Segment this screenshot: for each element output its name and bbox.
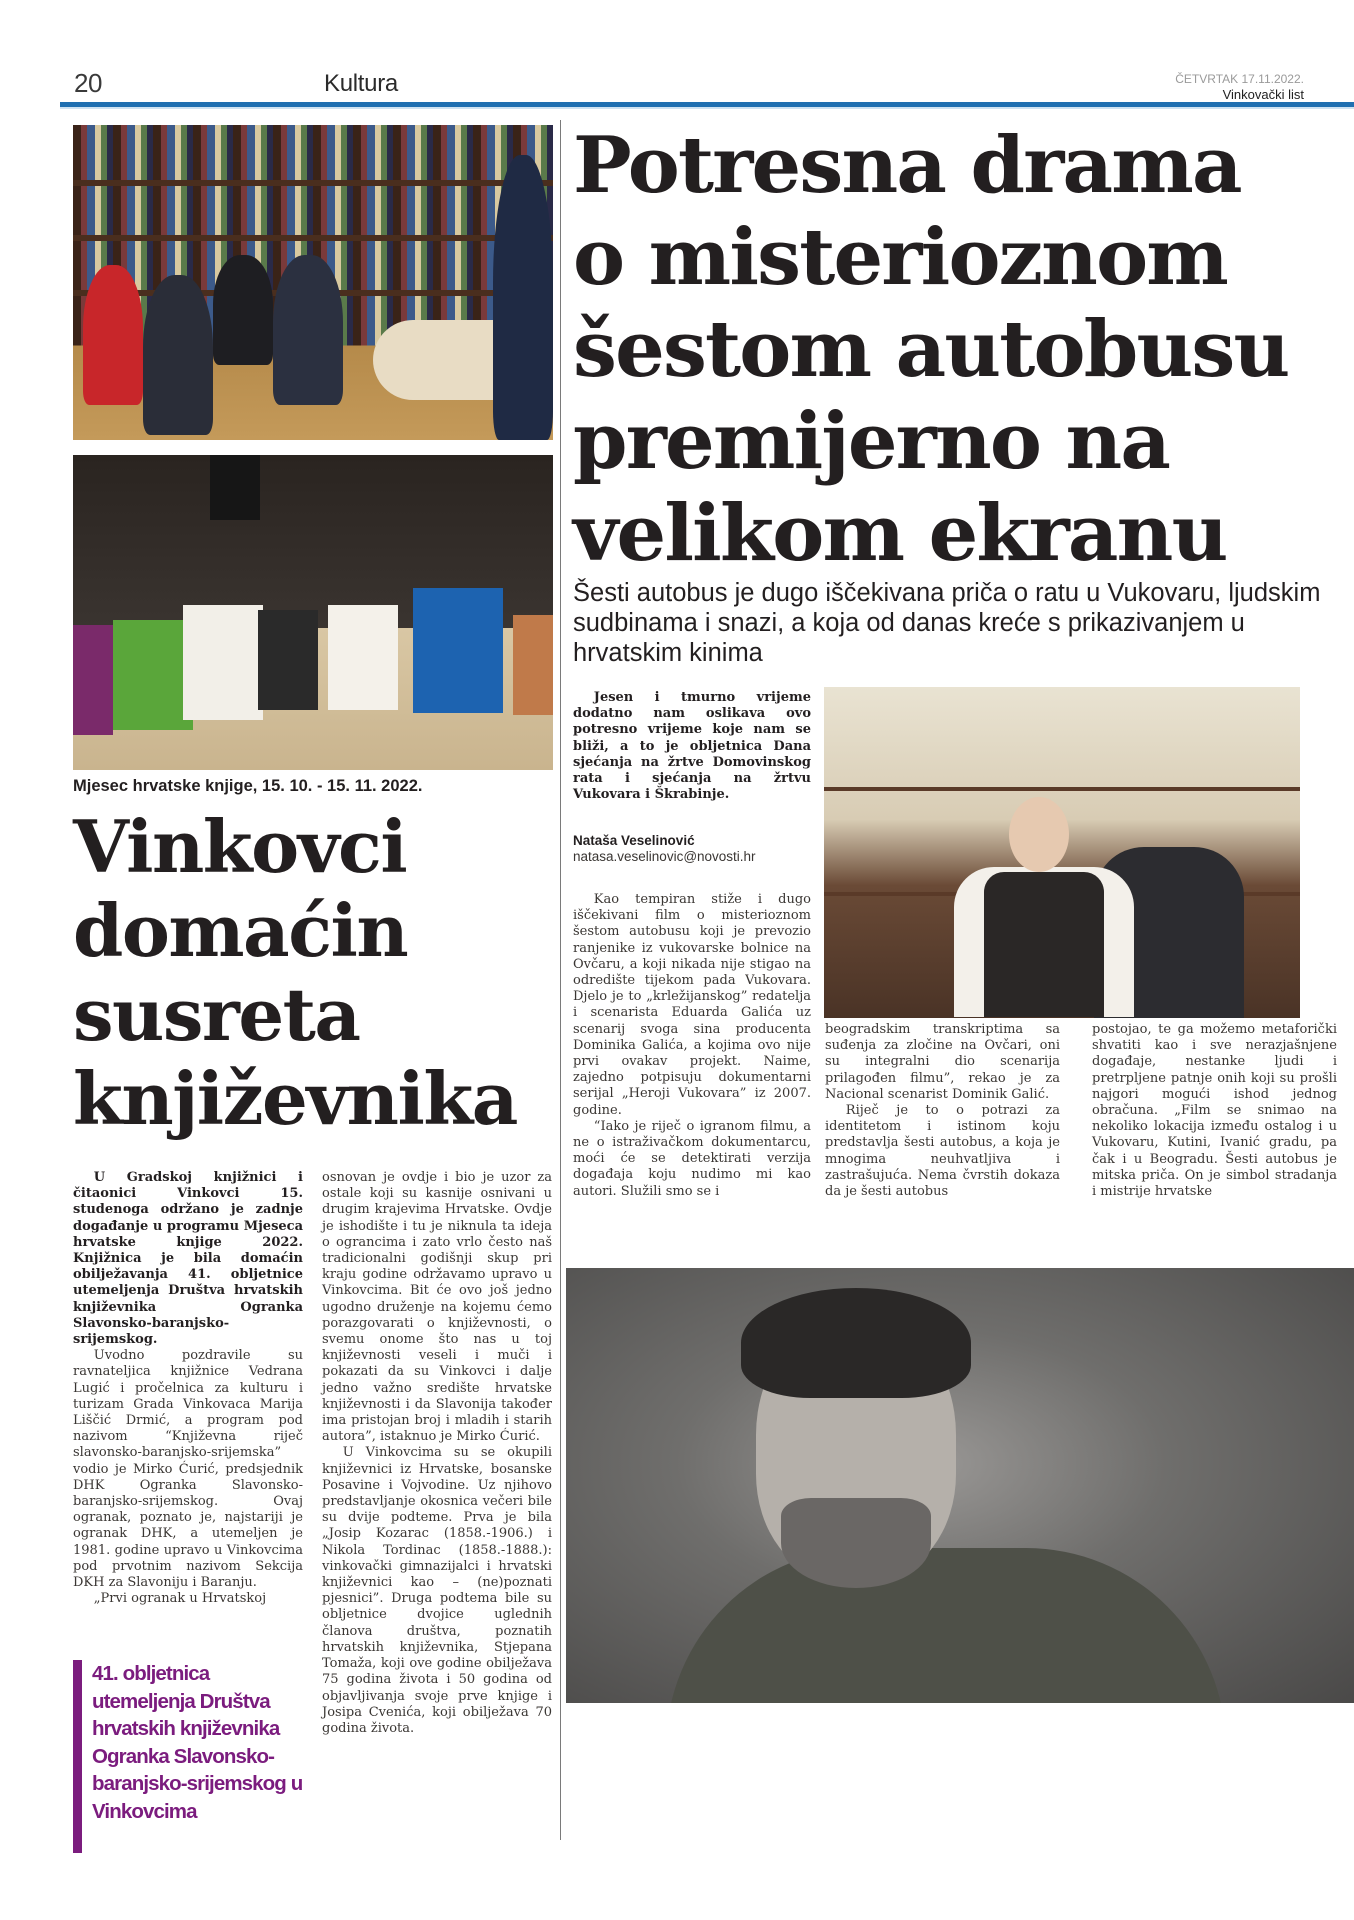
library-event-photo xyxy=(73,125,553,440)
body-paragraph: Uvodno pozdravile su ravnateljica knjižnice Vedrana Lugić i pročelnica za kulturu i turizam Grada Vinkovaca Marija Liščić Drmić, a program pod nazivom “Književna riječ slavonsko-baranjsko-srijemska” vodio je Mirko Ćurić, predsjednik DHK Ogranka Slavonsko-baranjsko-srijemskog. Ovaj ogranak, poznato je, najstariji je ogranak DHK, a utemeljen je 1981. godine upravo u Vinkovcima pod prvotnim nazivom Sekcija DKH za Slavoniju i Baranju. xyxy=(73,1348,303,1591)
beard xyxy=(781,1498,931,1588)
body-paragraph: U Vinkovcima su se okupili književnici iz Hrvatske, bosanske Posavine i Vojvodine. Uz njihovo predstavljanje okosnica večeri bile su dvije podteme. Prva je bila „Josip Kozarac (1858.-1906.) i Nikola Tordinac (1858.-1888.): vinkovački gimnazijalci i hrvatski književnici kao – (ne)poznati pjesnici”. Druga podtema bile su obljetnice dvojice uglednih članova društva, poznatih hrvatskih književnika, Stjepana Tomaža, koji ove godine obilježava 75 godina života i 50 godina od objavljivanja svoje prve knjige i Josipa Cvenića, koji obilježava 70 godina života. xyxy=(322,1445,552,1736)
body-paragraph: Riječ je to o potrazi za identitetom i istinom koju predstavlja šesti autobus, a koja je mnogima neuhvatljiva i zastrašujuća. Nema čvrstih dokaza da je šesti autobus xyxy=(825,1103,1060,1200)
sign-board xyxy=(210,455,260,520)
pullquote-bar xyxy=(73,1660,82,1853)
book xyxy=(183,605,263,720)
left-headline xyxy=(73,805,553,1141)
face xyxy=(1009,797,1069,872)
headline-line: Potresna drama xyxy=(573,120,1241,211)
pullquote: 41. obljetnica utemeljenja Društva hrvatskih književnika Ogranka Slavonsko-baranjsko-srijemskog u Vinkovcima xyxy=(92,1662,303,1823)
right-article-lead xyxy=(573,690,811,803)
column-divider xyxy=(560,120,561,1840)
headline-line: šestom autobusu xyxy=(573,304,1289,395)
book xyxy=(73,625,113,735)
headline-line: o misterioznom xyxy=(573,212,1228,303)
left-article-column-1 xyxy=(73,1170,303,1607)
hair xyxy=(741,1288,971,1398)
right-article-column-3 xyxy=(1092,1022,1337,1200)
body-paragraph: “Iako je riječ o igranom filmu, a ne o istraživačkom dokumentarcu, moći će se detektirati verzija događaja koju nudimo mi kao autori. Služili smo se i xyxy=(573,1118,811,1199)
speaker xyxy=(493,155,553,440)
shelf xyxy=(824,787,1300,791)
headline-line: velikom ekranu xyxy=(573,488,1227,579)
subheadline: Šesti autobus je dugo iščekivana priča o ratu u Vukovaru, ljudskim sudbinama i snazi, a koja od danas kreće s prikazivanjem u hrvatskim kinima xyxy=(573,579,1321,667)
person-seated xyxy=(213,255,273,365)
person-dress xyxy=(143,275,213,435)
author-name: Nataša Veselinović xyxy=(573,833,695,848)
publication-name: Vinkovački list xyxy=(1222,87,1304,102)
book xyxy=(513,615,553,715)
lead-paragraph: U Gradskoj knjižnici i čitaonici Vinkovci 15. studenoga održano je zadnje događanje u programu Mjeseca hrvatske knjige 2022. Knjižnica je bila domaćin obilježavanja 41. obljetnice utemeljenja Društva hrvatskih književnika Ogranka Slavonsko-baranjsko-srijemskog. xyxy=(73,1170,303,1348)
headline-line: susreta xyxy=(73,972,360,1057)
left-article-column-2 xyxy=(322,1170,552,1737)
person-jacket xyxy=(273,255,343,405)
book xyxy=(328,605,398,710)
headline-line: književnika xyxy=(73,1056,517,1141)
body-paragraph: osnovan je ovdje i bio je uzor za ostale koji su kasnije osnivani u drugim krajevima Hrvatske. Ovdje je ishodište i tu je niknula ta ideja o ograncima i zato vrlo često naš tradicionalni godišnji skup pri kraju godine održavamo upravo u Vinkovcima. Bit će ovo još jedno ugodno druženje na kojemu ćemo porazgovarati o književnosti, o svemu onome što nas u toj književnosti veseli i muči i pokazati da su Vinkovci i dalje jedno važno središte hrvatske književnosti i da Slavonija također ima pristojan broj i mladih i starih autora”, istaknuo je Mirko Ćurić. xyxy=(322,1170,552,1445)
book-display-photo xyxy=(73,455,553,770)
header-rule-light xyxy=(60,107,1354,109)
main-headline xyxy=(573,120,1353,580)
headline-line: domaćin xyxy=(73,888,408,973)
shelf xyxy=(73,180,553,186)
film-still-bar-photo xyxy=(824,687,1300,1018)
book xyxy=(413,588,503,713)
book xyxy=(258,610,318,710)
right-article-column-2 xyxy=(825,1022,1060,1200)
body-paragraph: Kao tempiran stiže i dugo iščekivani film o misterioznom šestom autobusu koji je prevozio ranjenike iz vukovarske bolnice na Ovčaru, a koji nikada nije stigao na odredište tijekom pada Vukovara. Djelo je to „krležijanskog” redatelja i scenarista Eduarda Galića uz scenarij svoga sina producenta Dominika Galića, a kojima ovo nije prvi ovakav projekt. Naime, zajedno potpisuju dokumentarni serijal „Heroji Vukovara” iz 2007. godine. xyxy=(573,892,811,1118)
film-still-soldier-photo xyxy=(566,1268,1354,1703)
vest xyxy=(984,872,1104,1017)
body-paragraph: „Prvi ogranak u Hrvatskoj xyxy=(93,1591,267,1607)
camouflage-jacket xyxy=(666,1548,1226,1703)
author-email[interactable]: natasa.veselinovic@novosti.hr xyxy=(573,849,756,864)
shelf xyxy=(73,235,553,241)
book xyxy=(113,620,193,730)
issue-date: ČETVRTAK 17.11.2022. xyxy=(1175,72,1304,86)
section-title: Kultura xyxy=(324,70,398,97)
headline-line: premijerno na xyxy=(573,396,1170,487)
right-article-column-1 xyxy=(573,892,811,1200)
body-paragraph: postojao, te ga možemo metaforički shvatiti kao i sve nerazjašnjene događaje, nestanke ljudi i pretrpljene patnje onih koji su prošli najgori mogući ishod jednog obračuna. „Film se snimao na nekoliko lokacija između ostalog i u Vukovaru, Kutini, Ivanić gradu, pa čak i u Beogradu. Šesti autobus je mitska priča. On je simbol stradanja i mistrije hrvatske xyxy=(1092,1022,1337,1200)
body-paragraph: beogradskim transkriptima sa suđenja za zločine na Ovčari, oni su integralni dio scenarija prilagođen filmu”, rekao je za Nacional scenarist Dominik Galić. xyxy=(825,1022,1060,1102)
page-number: 20 xyxy=(74,68,102,98)
lead-paragraph: Jesen i tmurno vrijeme dodatno nam oslikava ovo potresno vrijeme koje nam se bliži, a to je obljetnica Dana sjećanja na žrtve Domovinskog rata i sjećanja na žrtvu Vukovara i Škrabinje. xyxy=(573,690,811,803)
headline-line: Vinkovci xyxy=(73,804,407,889)
byline xyxy=(573,833,756,865)
photo-caption: Mjesec hrvatske knjige, 15. 10. - 15. 11. 2022. xyxy=(73,777,423,795)
person-red-coat xyxy=(83,265,143,405)
